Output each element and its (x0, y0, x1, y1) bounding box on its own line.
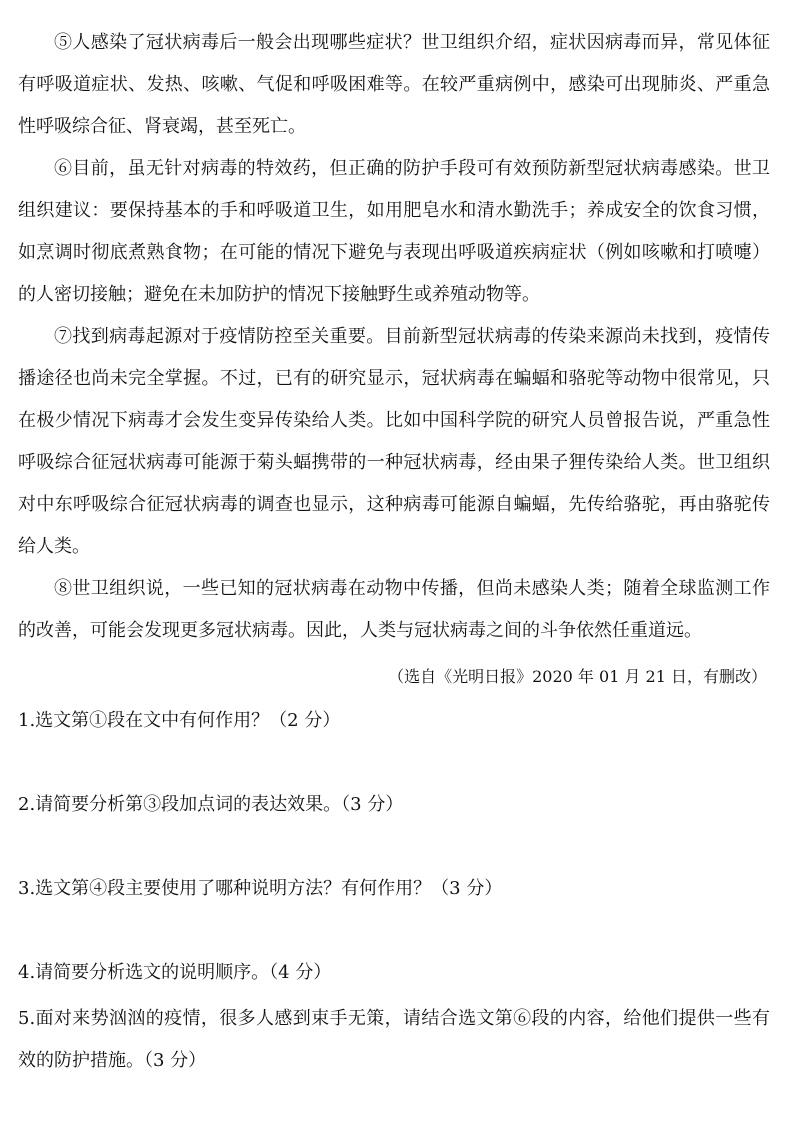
question-3: 3.选文第④段主要使用了哪种说明方法？有何作用？（3 分） (18, 878, 503, 899)
question-1: 1.选文第①段在文中有何作用？（2 分） (18, 710, 341, 731)
paragraph-7: ⑦找到病毒起源对于疫情防控至关重要。目前新型冠状病毒的传染来源尚未找到，疫情传播途径也尚未完全掌握。不过，已有的研究显示，冠状病毒在蝙蝠和骆驼等动物中很常见，只在极少情况下病毒才会发生变异传染给人类。比如中国科学院的研究人员曾报告说，严重急性呼吸综合征冠状病毒可能源于菊头蝠携带的一种冠状病毒，经由果子狸传染给人类。世卫组织对中东呼吸综合征冠状病毒的调查也显示，这种病毒可能源自蝙蝠，先传给骆驼，再由骆驼传给人类。 (18, 326, 770, 557)
source-citation: （选自《光明日报》2020 年 01 月 21 日，有删改） (388, 667, 767, 686)
paragraph-8: ⑧世卫组织说，一些已知的冠状病毒在动物中传播，但尚未感染人类；随着全球监测工作的改善，可能会发现更多冠状病毒。因此，人类与冠状病毒之间的斗争依然任重道远。 (18, 578, 770, 641)
paragraph-6: ⑥目前，虽无针对病毒的特效药，但正确的防护手段可有效预防新型冠状病毒感染。世卫组织建议：要保持基本的手和呼吸道卫生，如用肥皂水和清水勤洗手；养成安全的饮食习惯，如烹调时彻底煮熟食物；在可能的情况下避免与表现出呼吸道疾病症状（例如咳嗽和打喷嚏）的人密切接触；避免在未加防护的情况下接触野生或养殖动物等。 (18, 158, 770, 305)
question-5: 5.面对来势汹汹的疫情，很多人感到束手无策，请结合选文第⑥段的内容，给他们提供一些有效的防护措施。（3 分） (18, 1008, 770, 1071)
question-2: 2.请简要分析第③段加点词的表达效果。（3 分） (18, 794, 404, 815)
question-4: 4.请简要分析选文的说明顺序。（4 分） (18, 962, 332, 983)
paragraph-5: ⑤人感染了冠状病毒后一般会出现哪些症状？世卫组织介绍，症状因病毒而异，常见体征有呼吸道症状、发热、咳嗽、气促和呼吸困难等。在较严重病例中，感染可出现肺炎、严重急性呼吸综合征、肾衰竭，甚至死亡。 (18, 32, 770, 137)
